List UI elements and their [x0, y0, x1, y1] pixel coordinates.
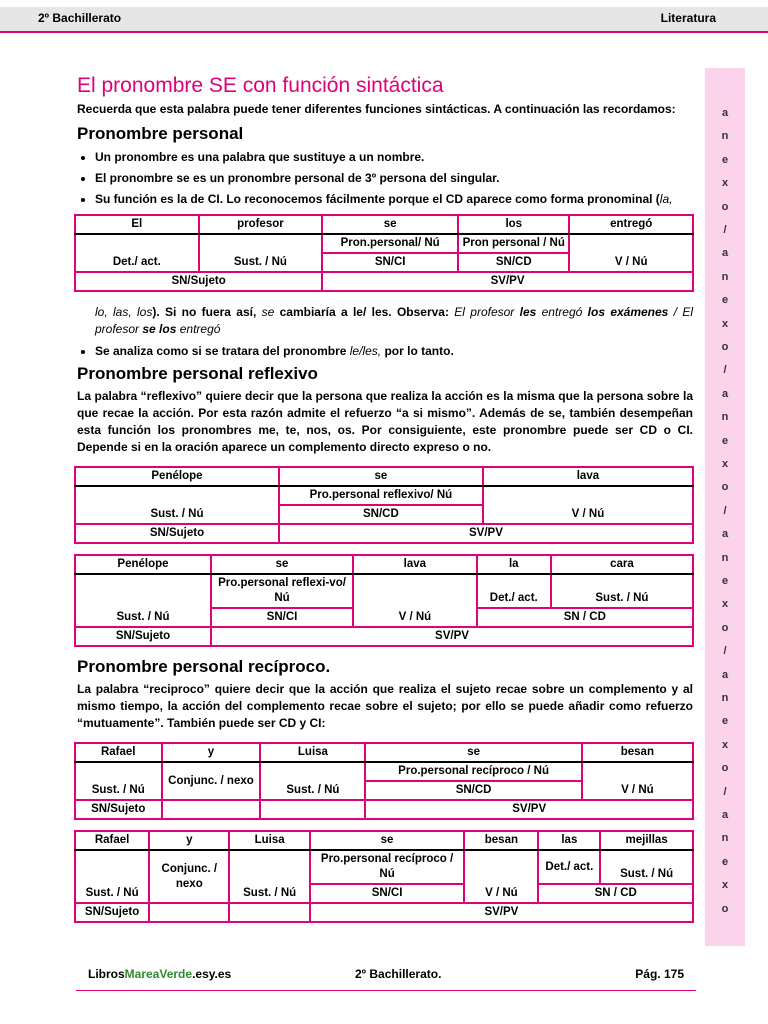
bullet-list-personal-2	[77, 342, 693, 360]
table-cell: SN/CD	[279, 505, 483, 524]
annex-letter: e	[721, 855, 729, 868]
annex-letter: /	[723, 645, 727, 658]
bullet-list-personal	[77, 148, 693, 208]
table-cell: SV/PV	[310, 903, 693, 922]
analysis-table-3	[74, 554, 694, 647]
table-cell	[260, 800, 365, 819]
table-cell: se	[211, 555, 353, 574]
annex-letter: n	[721, 411, 729, 424]
table-cell: SN/CD	[365, 781, 581, 800]
table-cell: Pro.personal recíproco / Nú	[310, 850, 465, 884]
table-cell: Pro.personal reflexivo/ Nú	[279, 486, 483, 505]
table-cell: y	[162, 743, 261, 762]
annex-letter: o	[721, 200, 729, 213]
annex-letter: e	[721, 153, 729, 166]
table-cell: Sust. / Nú	[551, 574, 693, 608]
bullet-item: • Se analiza como si se tratara del pronombre le/les, por lo tanto.	[95, 342, 693, 360]
table-cell: SN/Sujeto	[75, 903, 149, 922]
table-cell: SN/CI	[310, 884, 465, 903]
table-cell: SN / CD	[477, 608, 693, 627]
table-cell	[149, 903, 229, 922]
table-cell: Sust. / Nú	[75, 574, 211, 627]
page-title: El pronombre SE con función sintáctica	[77, 74, 444, 97]
annex-letter: /	[723, 785, 727, 798]
table-cell: Luisa	[229, 831, 309, 850]
intro-text: Recuerda que esta palabra puede tener diferentes funciones sintácticas. A continuación las recordamos:	[77, 102, 676, 116]
table-cell: SN/Sujeto	[75, 800, 162, 819]
table-cell: Sust. / Nú	[75, 762, 162, 800]
table-cell: mejillas	[600, 831, 693, 850]
annex-letter: x	[721, 317, 729, 330]
annex-letter: n	[721, 832, 729, 845]
annex-letter: n	[721, 551, 729, 564]
table-cell: Pro.personal recíproco / Nú	[365, 762, 581, 781]
annex-letter: a	[721, 247, 729, 260]
table-cell: y	[149, 831, 229, 850]
table-cell: Rafael	[75, 831, 149, 850]
annex-letter: a	[721, 668, 729, 681]
annex-letter: e	[721, 575, 729, 587]
table-cell: SN/Sujeto	[75, 524, 279, 543]
table-cell: Sust. / Nú	[75, 850, 149, 903]
table-cell: V / Nú	[483, 486, 693, 524]
table-cell: lava	[483, 467, 693, 486]
annex-letter: /	[723, 224, 727, 236]
table-cell: besan	[464, 831, 538, 850]
table-cell: SN / CD	[538, 884, 693, 903]
bullet-item: • El pronombre se es un pronombre personal de 3º persona del singular.	[95, 169, 693, 187]
table-cell: Sust. / Nú	[260, 762, 365, 800]
table-cell: Conjunc. / nexo	[149, 850, 229, 903]
table-cell: SN/CI	[322, 253, 458, 272]
table-cell: SN/CD	[458, 253, 569, 272]
analysis-table-5	[74, 830, 694, 923]
annex-letter: n	[721, 270, 729, 283]
table-cell	[162, 800, 261, 819]
table-cell: Sust. / Nú	[229, 850, 309, 903]
table-cell: se	[322, 215, 458, 234]
analysis-table-1	[74, 214, 694, 292]
table-cell: Sust. / Nú	[75, 486, 279, 524]
table-cell: Pron personal / Nú	[458, 234, 569, 253]
annex-letter: /	[723, 504, 727, 517]
table-cell: V / Nú	[464, 850, 538, 903]
annex-letter: x	[721, 598, 729, 611]
table-cell: Pro.personal reflexi-vo/ Nú	[211, 574, 353, 608]
bullet-item: • Su función es la de CI. Lo reconocemos fácilmente porque el CD aparece como forma pronominal (la,	[95, 190, 693, 208]
table-cell: lava	[353, 555, 477, 574]
header-course: 2º Bachillerato	[38, 11, 122, 25]
table-cell: SN/CI	[211, 608, 353, 627]
annex-letter: a	[721, 809, 729, 821]
footer-course: 2º Bachillerato.	[355, 967, 442, 981]
section-heading-reciproco: Pronombre personal recíproco.	[77, 657, 331, 676]
annex-letter: n	[721, 130, 729, 143]
annex-letter: o	[721, 902, 729, 915]
annex-letter: o	[721, 621, 729, 634]
annex-letter: e	[721, 434, 729, 447]
table-cell: Rafael	[75, 743, 162, 762]
page-header	[0, 7, 768, 33]
table-cell: Conjunc. / nexo	[162, 762, 261, 800]
table-cell: SN/Sujeto	[75, 272, 322, 291]
table-cell: Penélope	[75, 467, 279, 486]
analysis-table-2	[74, 466, 694, 544]
bullet-item: • Un pronombre es una palabra que sustituye a un nombre.	[95, 148, 693, 166]
table-cell: Luisa	[260, 743, 365, 762]
analysis-table-4	[74, 742, 694, 820]
table-cell: las	[538, 831, 600, 850]
annex-letter: x	[721, 177, 729, 190]
table-cell: se	[310, 831, 465, 850]
page-footer	[0, 960, 768, 990]
table-cell: se	[365, 743, 581, 762]
table-cell: Det./ act.	[75, 234, 199, 272]
main-content	[77, 70, 693, 933]
table-cell: se	[279, 467, 483, 486]
annex-letter: a	[721, 528, 729, 541]
paragraph-reflexivo: La palabra “reflexivo” quiere decir que la persona que realiza la acción es la misma que la persona sobre la que recae la acción. Por esta razón admite el refuerzo “a si mismo”. Además de se, también desempeñan esta función los pronombres me, te, nos, os. Por consiguiente, este pronombre puede ser CD o CI. Depende si en la oración aparece un complemento directo expreso o no.	[77, 389, 693, 454]
table-cell: Det./ act.	[477, 574, 551, 608]
annex-letter: n	[721, 692, 729, 704]
annex-sidebar	[705, 68, 745, 946]
annex-letter: e	[721, 715, 729, 728]
annex-letter: a	[721, 387, 729, 400]
table-cell: SV/PV	[365, 800, 693, 819]
annex-letter: x	[721, 879, 729, 892]
annex-letter: e	[721, 294, 729, 307]
table-cell: Sust. / Nú	[199, 234, 323, 272]
table-cell: los	[458, 215, 569, 234]
annex-letter: o	[721, 481, 729, 494]
paragraph-reciproco: La palabra “reciproco” quiere decir que la acción que realiza el sujeto recae sobre un complemento y al mismo tiempo, la acción del complemento recae sobre el sujeto; por ello se puede añadir como refuerzo “mutuamente”. También puede ser CD y CI:	[77, 682, 693, 730]
annex-letter: o	[721, 762, 729, 775]
annex-letter: x	[721, 738, 729, 751]
table-cell: V / Nú	[353, 574, 477, 627]
footer-rule	[76, 990, 696, 991]
table-cell: Pron.personal/ Nú	[322, 234, 458, 253]
table-cell: la	[477, 555, 551, 574]
table-cell: besan	[582, 743, 693, 762]
table-cell: El	[75, 215, 199, 234]
bullet-continuation: lo, las, los). Si no fuera así, se cambiaría a le/ les. Observa: El profesor les entregó los exámenes / El profesor se los entregó	[95, 305, 693, 336]
header-subject: Literatura	[660, 11, 716, 25]
table-cell: SV/PV	[279, 524, 693, 543]
table-cell	[229, 903, 309, 922]
page-number: Pág. 175	[635, 967, 684, 981]
section-heading-personal: Pronombre personal	[77, 124, 244, 143]
table-cell: V / Nú	[582, 762, 693, 800]
table-cell: Det./ act.	[538, 850, 600, 884]
table-cell: cara	[551, 555, 693, 574]
table-cell: V / Nú	[569, 234, 693, 272]
table-cell: SV/PV	[211, 627, 693, 646]
table-cell: Penélope	[75, 555, 211, 574]
table-cell: SV/PV	[322, 272, 693, 291]
table-cell: SN/Sujeto	[75, 627, 211, 646]
annex-letter: a	[721, 107, 729, 119]
table-cell: profesor	[199, 215, 323, 234]
annex-letter: /	[723, 364, 727, 377]
annex-letter: x	[721, 458, 729, 470]
annex-letter: o	[721, 341, 729, 353]
table-cell: Sust. / Nú	[600, 850, 693, 884]
section-heading-reflexivo: Pronombre personal reflexivo	[77, 364, 318, 383]
table-cell: entregó	[569, 215, 693, 234]
footer-website: LibrosMareaVerde.esy.es	[88, 967, 232, 981]
